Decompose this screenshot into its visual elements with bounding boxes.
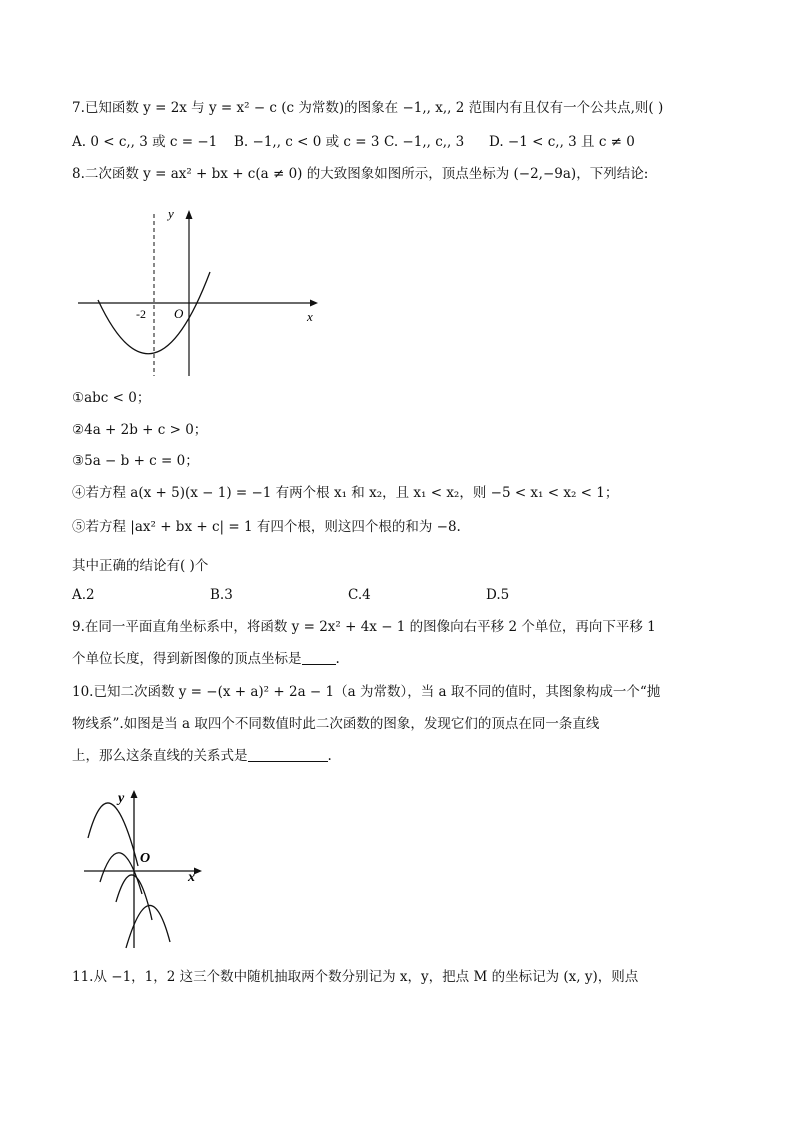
- q10-x-axis-arrow: [194, 868, 202, 875]
- q8-statement-4: ④若方程 a(x + 5)(x − 1) = −1 有两个根 x₁ 和 x₂，且 x₁ < x₂，则 −5 < x₁ < x₂ < 1；: [72, 485, 619, 501]
- q8-options: [72, 585, 509, 605]
- q8-option-a: A.2: [72, 587, 95, 603]
- q8-y-label: y: [168, 206, 174, 221]
- q10-origin-label: O: [140, 851, 151, 866]
- q9-answer-blank[interactable]: [302, 650, 336, 665]
- q10-line-1: 10.已知二次函数 y = −(x + a)² + 2a − 1（a 为常数），当 a 取不同的值时，其图象构成一个“抛: [72, 684, 661, 700]
- q7-stem: 7.已知函数 y = 2x 与 y = x² − c (c 为常数)的图象在 −1,, x,, 2 范围内有且仅有一个公共点,则( ): [72, 100, 664, 116]
- q8-prompt: 其中正确的结论有( )个: [72, 558, 209, 574]
- q8-statement-1: ①abc < 0；: [72, 390, 151, 406]
- q10-line-3: [72, 746, 332, 766]
- q8-parabola-graph: [70, 200, 320, 380]
- q10-end: .: [327, 748, 332, 764]
- q8-option-d: D.5: [486, 587, 510, 603]
- q7-option-b: B. −1,, c < 0 或 c = 3: [234, 134, 380, 150]
- q10-line-2: 物线系”.如图是当 a 取四个不同数值时此二次函数的图象，发现它们的顶点在同一条直线: [72, 716, 600, 732]
- q11-stem: 11.从 −1，1，2 这三个数中随机抽取两个数分别记为 x，y，把点 M 的坐标记为 (x, y)，则点: [72, 969, 639, 985]
- q10-answer-blank[interactable]: [248, 747, 328, 762]
- q8-x-axis-arrow: [310, 300, 318, 307]
- q10-x-label: x: [188, 870, 195, 885]
- q8-option-c: C.4: [348, 587, 371, 603]
- q8-statement-2: ②4a + 2b + c > 0；: [72, 422, 208, 438]
- q9-line-2: [72, 649, 340, 669]
- q8-y-axis-arrow: [186, 210, 193, 219]
- q8-x-label: x: [307, 309, 313, 324]
- q7-option-c: C. −1,, c,, 3: [384, 134, 465, 150]
- q8-tick-label: -2: [136, 307, 146, 321]
- q10-y-axis-arrow: [131, 790, 138, 798]
- q7-options: [72, 132, 635, 152]
- q9-line-2-text: 个单位长度，得到新图像的顶点坐标是: [72, 651, 302, 667]
- q8-statement-3: ③5a − b + c = 0；: [72, 453, 199, 469]
- q8-origin-label: O: [174, 306, 184, 321]
- q10-y-label: y: [118, 791, 125, 806]
- q10-parabola-family-graph: [82, 782, 212, 952]
- q9-end: .: [335, 651, 340, 667]
- q10-parabola-4: [126, 905, 170, 948]
- q8-statement-5: ⑤若方程 |ax² + bx + c| = 1 有四个根，则这四个根的和为 −8.: [72, 519, 461, 535]
- q7-option-a: A. 0 < c,, 3 或 c = −1: [72, 134, 218, 150]
- q7-option-d: D. −1 < c,, 3 且 c ≠ 0: [489, 134, 635, 150]
- q10-line-3-text: 上，那么这条直线的关系式是: [72, 748, 248, 764]
- q8-stem: 8.二次函数 y = ax² + bx + c(a ≠ 0) 的大致图象如图所示，顶点坐标为 (−2,−9a)，下列结论:: [72, 166, 649, 182]
- q10-parabola-1: [88, 803, 138, 866]
- q8-option-b: B.3: [210, 587, 233, 603]
- q9-line-1: 9.在同一平面直角坐标系中，将函数 y = 2x² + 4x − 1 的图像向右平移 2 个单位，再向下平移 1: [72, 619, 656, 635]
